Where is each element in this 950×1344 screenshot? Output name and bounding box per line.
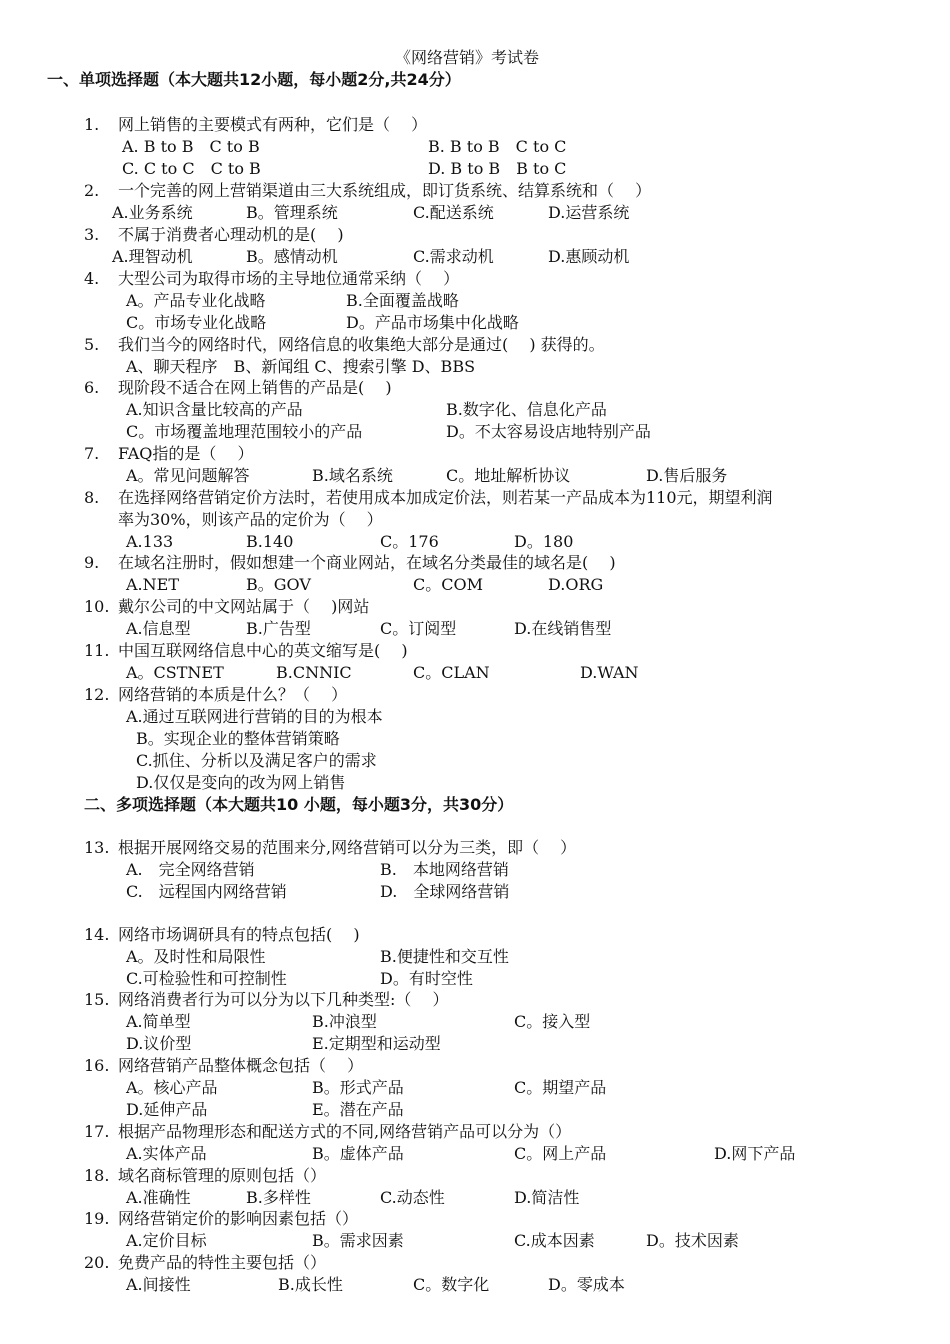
question-stem-continued: 率为30%，则该产品的定价为（ ） [118, 510, 383, 529]
option-list: A、聊天程序 B、新闻组 C、搜索引擎 D、BBS [126, 357, 476, 376]
option-c: C。数字化 [413, 1275, 490, 1294]
question-stem: 网络消费者行为可以分为以下几种类型:（ ） [118, 990, 449, 1009]
question-stem: 在选择网络营销定价方法时，若使用成本加成定价法，则若某一产品成本为110元，期望利润 [118, 488, 773, 507]
option-b: B。虚体产品 [312, 1144, 404, 1163]
option-a: A.理智动机 [112, 247, 193, 266]
option-c: C。网上产品 [514, 1144, 607, 1163]
option-c: C.配送系统 [413, 203, 494, 222]
question-number: 12. [84, 685, 110, 704]
option-c: C。地址解析协议 [446, 466, 571, 485]
page-title: 《网络营销》考试卷 [395, 48, 540, 67]
section-heading-multiple-choice: 二、多项选择题（本大题共10 小题，每小题3分，共30分） [84, 795, 514, 814]
option-b: B。管理系统 [246, 203, 338, 222]
option-d: D.惠顾动机 [548, 247, 630, 266]
question-stem: FAQ指的是（ ） [118, 444, 254, 463]
option-d: D.运营系统 [548, 203, 630, 222]
question-stem: 域名商标管理的原则包括（） [118, 1166, 327, 1185]
option-d: D。技术因素 [646, 1231, 739, 1250]
option-a: A。核心产品 [126, 1078, 218, 1097]
option-c: C。CLAN [413, 663, 490, 682]
question-number: 14. [84, 925, 110, 944]
option-b: B。需求因素 [312, 1231, 404, 1250]
question-number: 4. [84, 269, 100, 288]
option-a: A。常见问题解答 [126, 466, 250, 485]
question-stem: 在域名注册时，假如想建一个商业网站，在域名分类最佳的域名是( ) [118, 553, 616, 572]
option-d: D。产品市场集中化战略 [346, 313, 519, 332]
question-stem: 不属于消费者心理动机的是( ) [118, 225, 344, 244]
option-d: D.ORG [548, 575, 604, 594]
option-c: C。订阅型 [380, 619, 457, 638]
question-number: 3. [84, 225, 100, 244]
option-b: B.便捷性和交互性 [380, 947, 509, 966]
option-d: D. B to B B to C [428, 159, 567, 178]
option-a: A.知识含量比较高的产品 [126, 400, 303, 419]
option-b: B.全面覆盖战略 [346, 291, 459, 310]
option-a: A.通过互联网进行营销的目的为根本 [126, 707, 383, 726]
question-number: 18. [84, 1166, 110, 1185]
option-b: B.成长性 [278, 1275, 343, 1294]
option-e: E.定期型和运动型 [312, 1034, 441, 1053]
question-stem: 免费产品的特性主要包括（） [118, 1253, 327, 1272]
option-a: A。CSTNET [126, 663, 224, 682]
option-a: A。及时性和局限性 [126, 947, 266, 966]
option-b: B. B to B C to C [428, 137, 567, 156]
question-number: 20. [84, 1253, 110, 1272]
option-a: A.准确性 [126, 1188, 191, 1207]
option-a: A.定价目标 [126, 1231, 207, 1250]
option-d: D.议价型 [126, 1034, 192, 1053]
option-b: B.140 [246, 532, 294, 551]
option-d: D.在线销售型 [514, 619, 612, 638]
question-stem: 网络营销的本质是什么？（ ） [118, 685, 348, 704]
question-stem: 大型公司为取得市场的主导地位通常采纳（ ） [118, 269, 460, 288]
question-stem: 网上销售的主要模式有两种，它们是（ ） [118, 115, 428, 134]
option-b: B。感情动机 [246, 247, 338, 266]
option-c: C.成本因素 [514, 1231, 595, 1250]
option-c: C。接入型 [514, 1012, 591, 1031]
option-a: A.简单型 [126, 1012, 191, 1031]
question-number: 2. [84, 181, 100, 200]
option-c: C。176 [380, 532, 439, 551]
option-d: D.WAN [580, 663, 639, 682]
question-stem: 中国互联网络信息中心的英文缩写是( ) [118, 641, 408, 660]
question-number: 15. [84, 990, 110, 1009]
question-number: 19. [84, 1209, 110, 1228]
question-stem: 网络市场调研具有的特点包括( ) [118, 925, 360, 944]
option-a: A.133 [126, 532, 174, 551]
option-c: C。COM [413, 575, 483, 594]
question-stem: 网络营销定价的影响因素包括（） [118, 1209, 359, 1228]
question-stem: 现阶段不适合在网上销售的产品是( ) [118, 378, 392, 397]
option-b: B.CNNIC [276, 663, 352, 682]
option-c: C。市场专业化战略 [126, 313, 267, 332]
option-c: C。市场覆盖地理范围较小的产品 [126, 422, 363, 441]
option-d: D.延伸产品 [126, 1100, 208, 1119]
option-b: B。实现企业的整体营销策略 [136, 729, 340, 748]
option-d: D。有时空性 [380, 969, 473, 988]
question-number: 10. [84, 597, 110, 616]
option-d: D. 全球网络营销 [380, 882, 510, 901]
question-number: 5. [84, 335, 100, 354]
question-number: 16. [84, 1056, 110, 1075]
question-number: 7. [84, 444, 100, 463]
option-a: A.信息型 [126, 619, 191, 638]
option-a: A.实体产品 [126, 1144, 207, 1163]
option-e: E。潜在产品 [312, 1100, 404, 1119]
question-number: 6. [84, 378, 100, 397]
option-a: A.间接性 [126, 1275, 191, 1294]
option-d: D.网下产品 [714, 1144, 796, 1163]
option-a: A。产品专业化战略 [126, 291, 266, 310]
section-heading-single-choice: 一、单项选择题（本大题共12小题，每小题2分,共24分） [47, 70, 461, 89]
option-b: B.广告型 [246, 619, 311, 638]
option-a: A.业务系统 [112, 203, 193, 222]
question-number: 1. [84, 115, 100, 134]
option-b: B。GOV [246, 575, 311, 594]
question-stem: 一个完善的网上营销渠道由三大系统组成，即订货系统、结算系统和（ ） [118, 181, 652, 200]
question-number: 9. [84, 553, 100, 572]
option-d: D。零成本 [548, 1275, 625, 1294]
option-c: C. 远程国内网络营销 [126, 882, 287, 901]
option-c: C.抓住、分析以及满足客户的需求 [136, 751, 377, 770]
option-c: C。期望产品 [514, 1078, 607, 1097]
option-a: A. B to B C to B [122, 137, 260, 156]
option-a: A.NET [126, 575, 179, 594]
question-number: 11. [84, 641, 110, 660]
option-d: D.仅仅是变向的改为网上销售 [136, 773, 346, 792]
question-stem: 根据产品物理形态和配送方式的不同,网络营销产品可以分为（） [118, 1122, 572, 1141]
question-stem: 网络营销产品整体概念包括（ ） [118, 1056, 364, 1075]
option-b: B.冲浪型 [312, 1012, 377, 1031]
question-number: 13. [84, 838, 110, 857]
option-d: D。不太容易设店地特别产品 [446, 422, 651, 441]
option-d: D。180 [514, 532, 574, 551]
question-stem: 我们当今的网络时代，网络信息的收集绝大部分是通过( ) 获得的。 [118, 335, 605, 354]
option-a: A. 完全网络营销 [126, 860, 255, 879]
option-d: D.售后服务 [646, 466, 728, 485]
option-c: C.需求动机 [413, 247, 494, 266]
option-d: D.简洁性 [514, 1188, 580, 1207]
option-b: B.多样性 [246, 1188, 311, 1207]
option-c: C.动态性 [380, 1188, 445, 1207]
option-b: B.域名系统 [312, 466, 393, 485]
option-c: C.可检验性和可控制性 [126, 969, 287, 988]
option-b: B。形式产品 [312, 1078, 404, 1097]
option-b: B.数字化、信息化产品 [446, 400, 607, 419]
question-number: 8. [84, 488, 100, 507]
option-b: B. 本地网络营销 [380, 860, 509, 879]
question-stem: 根据开展网络交易的范围来分,网络营销可以分为三类，即（ ） [118, 838, 577, 857]
option-c: C. C to C C to B [122, 159, 261, 178]
question-number: 17. [84, 1122, 110, 1141]
question-stem: 戴尔公司的中文网站属于（ )网站 [118, 597, 370, 616]
